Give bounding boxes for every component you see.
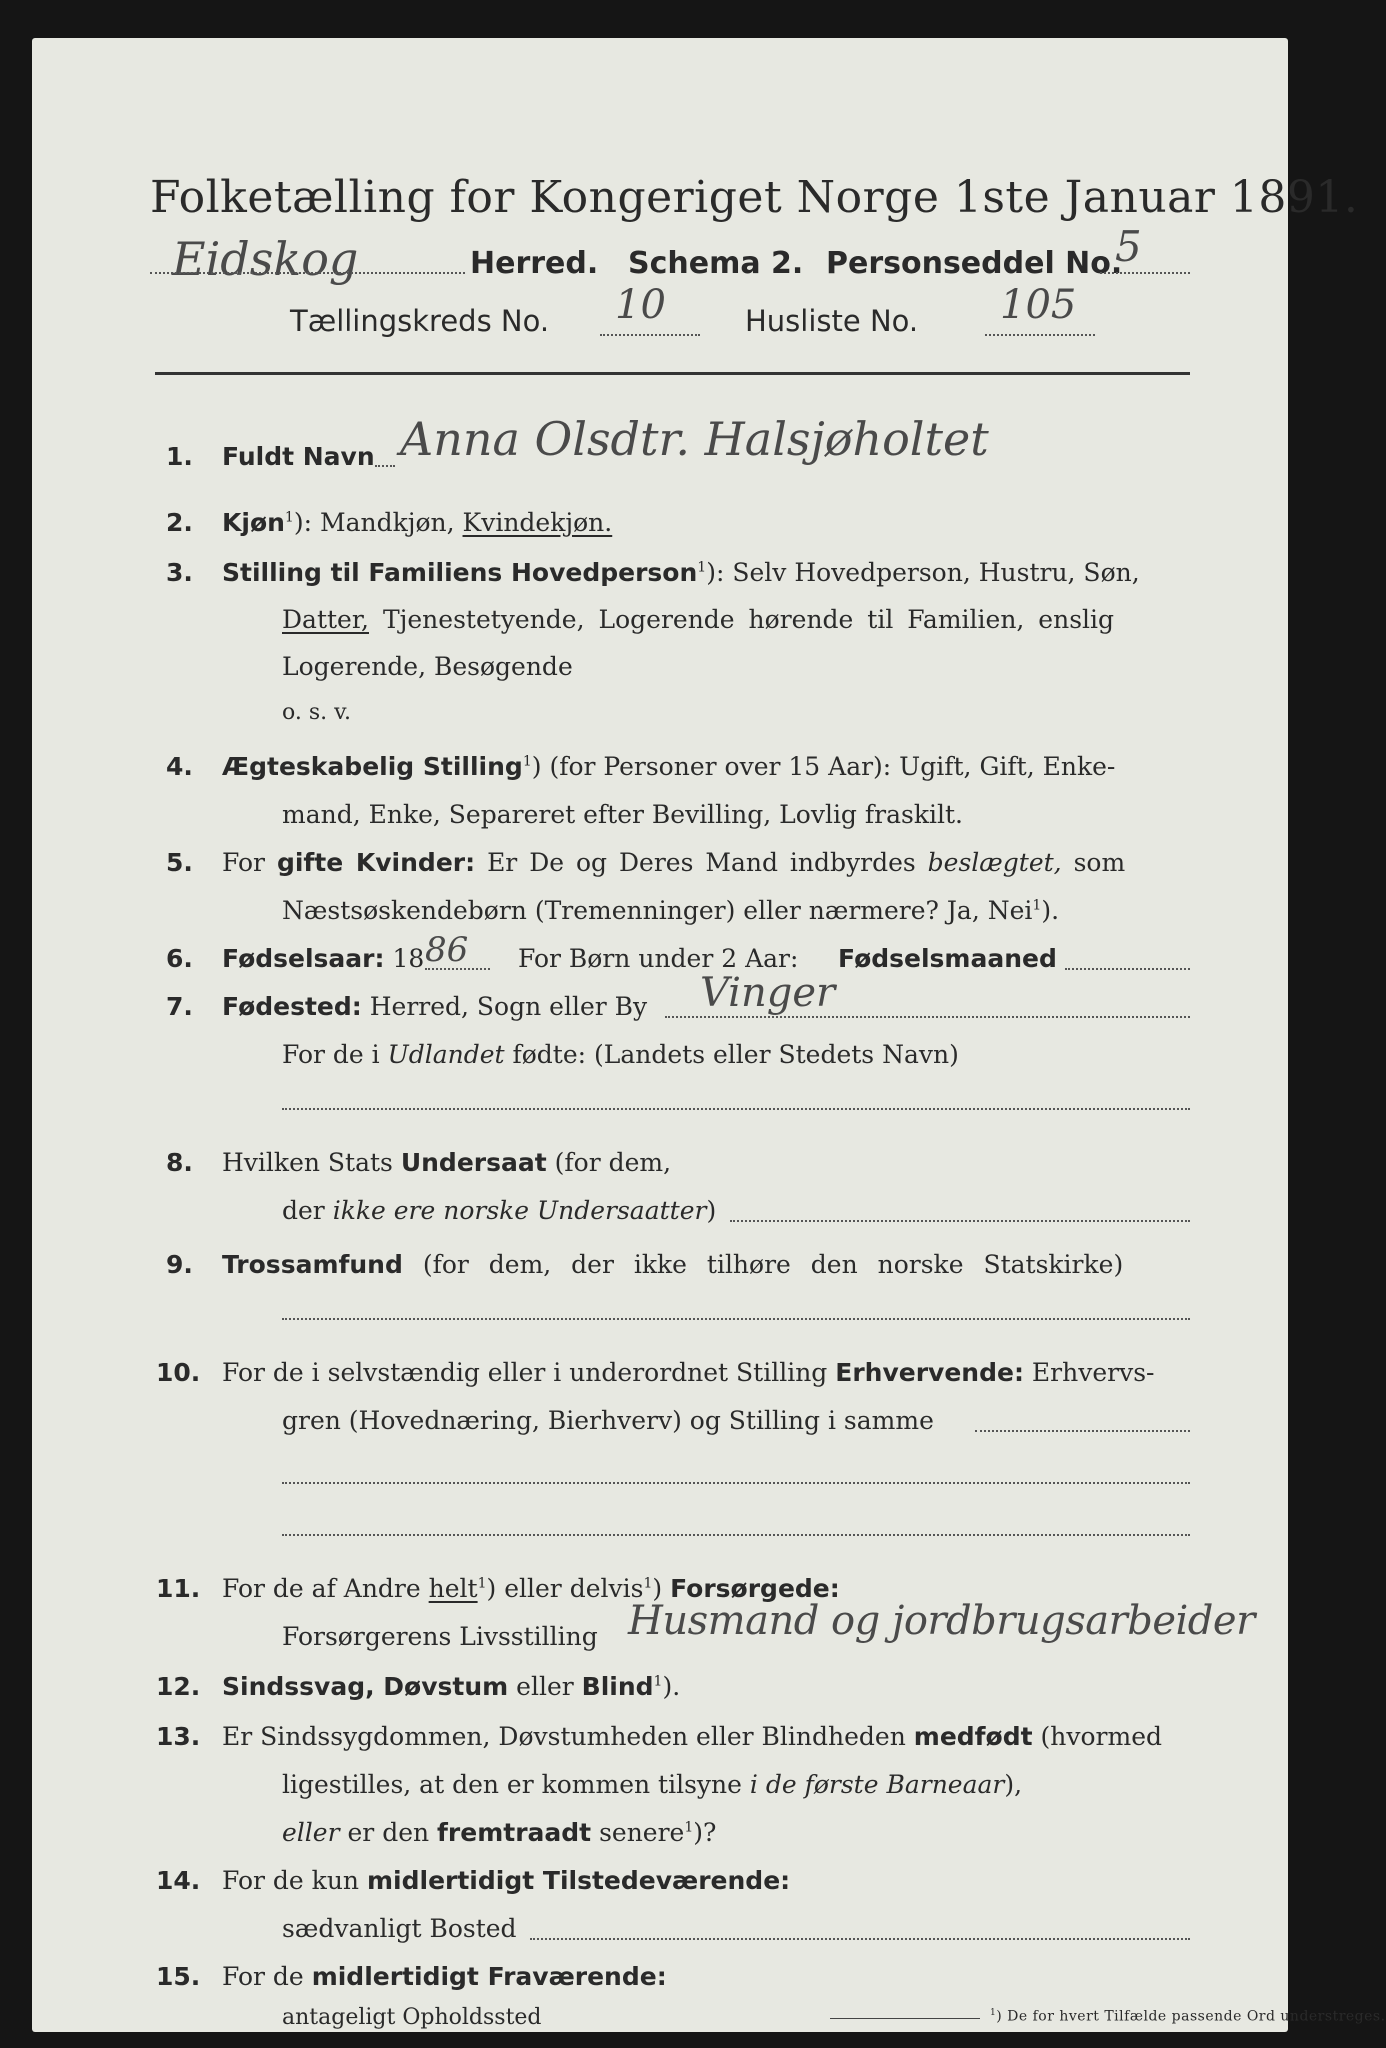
footnote-text: $^1$) De for hvert Tilfælde passende Ord understreges.	[990, 2008, 1386, 2025]
herred-label: Herred.	[470, 246, 599, 281]
q10-dotted-line-a	[975, 1430, 1190, 1432]
q8-line1: Hvilken Stats Undersaat (for dem,	[222, 1148, 672, 1177]
q7-line2: For de i Udlandet fødte: (Landets eller Stedets Navn)	[282, 1040, 959, 1069]
q12-line1: Sindssvag, Døvstum eller Blind$^1$).	[222, 1672, 681, 1701]
q15-number: 15.	[156, 1962, 201, 1991]
q9-line1: Trossamfund (for dem, der ikke tilhøre den norske Statskirke)	[222, 1250, 1124, 1279]
husliste-number: 105	[1000, 282, 1077, 328]
husliste-label: Husliste No.	[745, 304, 919, 338]
q12-number: 12.	[156, 1672, 201, 1701]
herred-handwritten: Eidskog	[172, 232, 359, 286]
q1-label: Fuldt Navn	[222, 442, 375, 471]
q6-mid: For Børn under 2 Aar:	[518, 944, 799, 973]
q13-line1: Er Sindssygdommen, Døvstumheden eller Blindheden medfødt (hvormed	[222, 1722, 1163, 1751]
q15-line1: For de midlertidigt Fraværende:	[222, 1962, 667, 1991]
husliste-dotted-line	[985, 334, 1095, 336]
q3-line4: o. s. v.	[282, 700, 351, 725]
q8-dotted-line	[730, 1220, 1190, 1222]
personseddel-number: 5	[1115, 222, 1142, 271]
q1-dotted-line	[375, 465, 395, 467]
q5-line2: Næstsøskendebørn (Tremenninger) eller nærmere? Ja, Nei$^1$).	[282, 896, 1060, 925]
q15-line2: antageligt Opholdssted	[282, 2005, 542, 2030]
kreds-number: 10	[615, 282, 666, 328]
q10-line2: gren (Hovednæring, Bierhverv) og Stilling i samme	[282, 1406, 934, 1435]
q11-handwritten-occupation: Husmand og jordbrugsarbeider	[628, 1598, 1255, 1644]
q9-dotted-line	[282, 1318, 1190, 1320]
q6-handwritten-year: 86	[425, 930, 469, 970]
q14-dotted-line	[530, 1938, 1190, 1940]
q9-number: 9.	[166, 1250, 193, 1279]
q7-dotted-line	[665, 1016, 1190, 1018]
q7-foreign-dotted-line	[282, 1108, 1190, 1110]
q13-line3: eller er den fremtraadt senere$^1$)?	[282, 1818, 717, 1847]
q14-line2: sædvanligt Bosted	[282, 1914, 517, 1943]
q8-line2: der ikke ere norske Undersaatter)	[282, 1196, 717, 1225]
q11-line2: Forsørgerens Livsstilling	[282, 1622, 598, 1651]
q7-line1: Fødested: Herred, Sogn eller By	[222, 992, 648, 1021]
footnote-rule	[830, 2018, 980, 2019]
q2-line: Kjøn$^1$): Mandkjøn, Kvindekjøn.	[222, 508, 613, 537]
q13-number: 13.	[156, 1722, 201, 1751]
q4-line1: Ægteskabelig Stilling$^1$) (for Personer over 15 Aar): Ugift, Gift, Enke-	[222, 752, 1116, 781]
q6-label: Fødselsaar: 18	[222, 944, 425, 973]
q11-selected-option: helt	[428, 1574, 478, 1603]
q13-line2: ligestilles, at den er kommen tilsyne i de første Barneaar),	[282, 1770, 1023, 1799]
q3-selected-option: Datter,	[282, 605, 369, 634]
personseddel-label: Personseddel No.	[826, 246, 1123, 281]
q3-line3: Logerende, Besøgende	[282, 652, 573, 681]
q1-number: 1.	[166, 442, 193, 471]
q5-line1: For gifte Kvinder: Er De og Deres Mand indbyrdes beslægtet, som	[222, 848, 1126, 877]
q3-number: 3.	[166, 558, 193, 587]
q10-dotted-line-c	[282, 1534, 1190, 1536]
q4-line2: mand, Enke, Separeret efter Bevilling, Lovlig fraskilt.	[282, 800, 963, 829]
schema-label: Schema 2.	[628, 246, 804, 281]
q5-number: 5.	[166, 848, 193, 877]
q3-line1: Stilling til Familiens Hovedperson$^1$): Selv Hovedperson, Hustru, Søn,	[222, 558, 1140, 587]
personseddel-dotted-line	[1100, 272, 1190, 274]
q11-number: 11.	[156, 1574, 201, 1603]
kreds-label: Tællingskreds No.	[290, 304, 550, 338]
q1-handwritten-name: Anna Olsdtr. Halsjøholtet	[400, 412, 989, 466]
q10-dotted-line-b	[282, 1482, 1190, 1484]
q10-number: 10.	[156, 1358, 201, 1387]
q6-month-dotted-line	[1065, 968, 1190, 970]
form-title: Folketælling for Kongeriget Norge 1ste Januar 1891.	[150, 172, 1359, 223]
q2-number: 2.	[166, 508, 193, 537]
q14-line1: For de kun midlertidigt Tilstedeværende:	[222, 1866, 791, 1895]
q4-number: 4.	[166, 752, 193, 781]
herred-dotted-line	[150, 272, 465, 274]
q11-line1: For de af Andre helt$^1$) eller delvis$^1$) Forsørgede:	[222, 1574, 840, 1603]
header-rule	[155, 372, 1190, 375]
q7-handwritten-place: Vinger	[700, 970, 836, 1016]
q6-number: 6.	[166, 944, 193, 973]
q6-year-dotted-line	[425, 968, 490, 970]
q7-number: 7.	[166, 992, 193, 1021]
q10-line1: For de i selvstændig eller i underordnet Stilling Erhvervende: Erhvervs-	[222, 1358, 1155, 1387]
q6-label-b: Fødselsmaaned	[838, 944, 1057, 973]
q14-number: 14.	[156, 1866, 201, 1895]
kreds-dotted-line	[600, 334, 700, 336]
q2-selected-option: Kvindekjøn.	[462, 508, 613, 537]
q3-line2: Datter, Tjenestetyende, Logerende hørende til Familien, enslig	[282, 605, 1115, 634]
q8-number: 8.	[166, 1148, 193, 1177]
